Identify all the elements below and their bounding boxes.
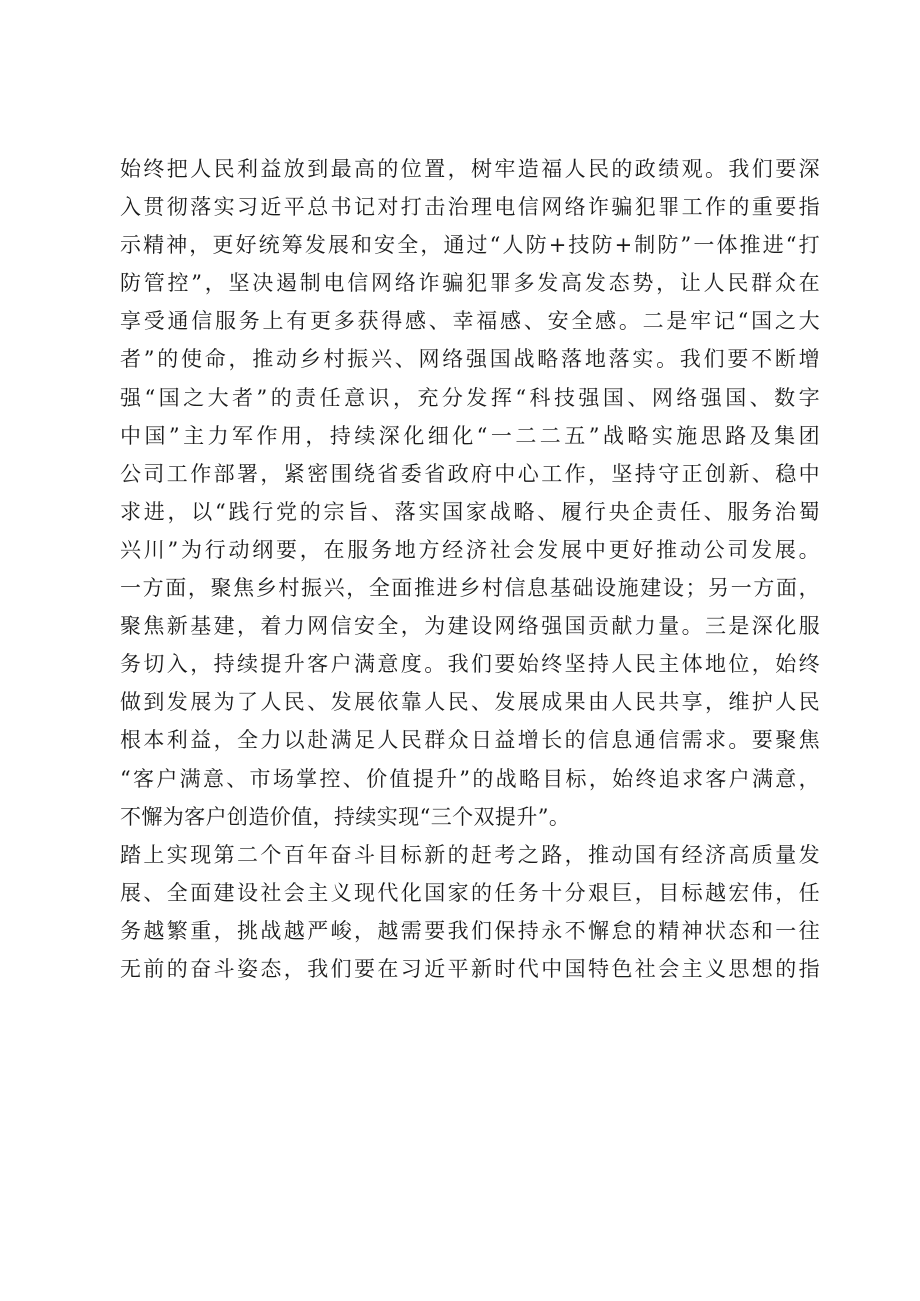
text-line: 示精神，更好统筹发展和安全，通过“人防+技防+制防”一体推进“打 <box>120 233 820 258</box>
text-line: 者”的使命，推动乡村振兴、网络强国战略落地落实。我们要不断增 <box>120 347 820 372</box>
text-line: 踏上实现第二个百年奋斗目标新的赶考之路，推动国有经济高质量发 <box>120 842 820 867</box>
text-line: 兴川”为行动纲要，在服务地方经济社会发展中更好推动公司发展。 <box>120 537 820 562</box>
text-line: 中国”主力军作用，持续深化细化“一二二五”战略实施思路及集团 <box>120 423 820 448</box>
body-text <box>120 150 820 988</box>
text-line: 展、全面建设社会主义现代化国家的任务十分艰巨，目标越宏伟，任 <box>120 880 820 905</box>
text-line: 防管控”，坚决遏制电信网络诈骗犯罪多发高发态势，让人民群众在 <box>120 271 820 296</box>
text-line: 公司工作部署，紧密围绕省委省政府中心工作，坚持守正创新、稳中 <box>120 461 820 486</box>
text-line: 无前的奋斗姿态，我们要在习近平新时代中国特色社会主义思想的指 <box>120 956 820 981</box>
text-line: 聚焦新基建，着力网信安全，为建设网络强国贡献力量。三是深化服 <box>120 614 820 639</box>
text-line: “客户满意、市场掌控、价值提升”的战略目标，始终追求客户满意， <box>120 766 820 791</box>
text-line: 做到发展为了人民、发展依靠人民、发展成果由人民共享，维护人民 <box>120 690 820 715</box>
text-line: 务切入，持续提升客户满意度。我们要始终坚持人民主体地位，始终 <box>120 652 820 677</box>
text-line: 强“国之大者”的责任意识，充分发挥“科技强国、网络强国、数字 <box>120 385 820 410</box>
text-line: 始终把人民利益放到最高的位置，树牢造福人民的政绩观。我们要深 <box>120 157 820 181</box>
paragraph-1 <box>120 150 820 836</box>
text-line: 求进，以“践行党的宗旨、落实国家战略、履行央企责任、服务治蜀 <box>120 499 820 524</box>
text-line: 务越繁重，挑战越严峻，越需要我们保持永不懈怠的精神状态和一往 <box>120 918 820 943</box>
text-line: 不懈为客户创造价值，持续实现“三个双提升”。 <box>120 804 571 829</box>
text-line: 享受通信服务上有更多获得感、幸福感、安全感。二是牢记“国之大 <box>120 309 820 334</box>
text-line: 一方面，聚焦乡村振兴，全面推进乡村信息基础设施建设；另一方面， <box>120 576 820 601</box>
text-line: 根本利益，全力以赴满足人民群众日益增长的信息通信需求。要聚焦 <box>120 728 820 753</box>
paragraph-2 <box>120 836 820 988</box>
text-line: 入贯彻落实习近平总书记对打击治理电信网络诈骗犯罪工作的重要指 <box>120 195 820 220</box>
